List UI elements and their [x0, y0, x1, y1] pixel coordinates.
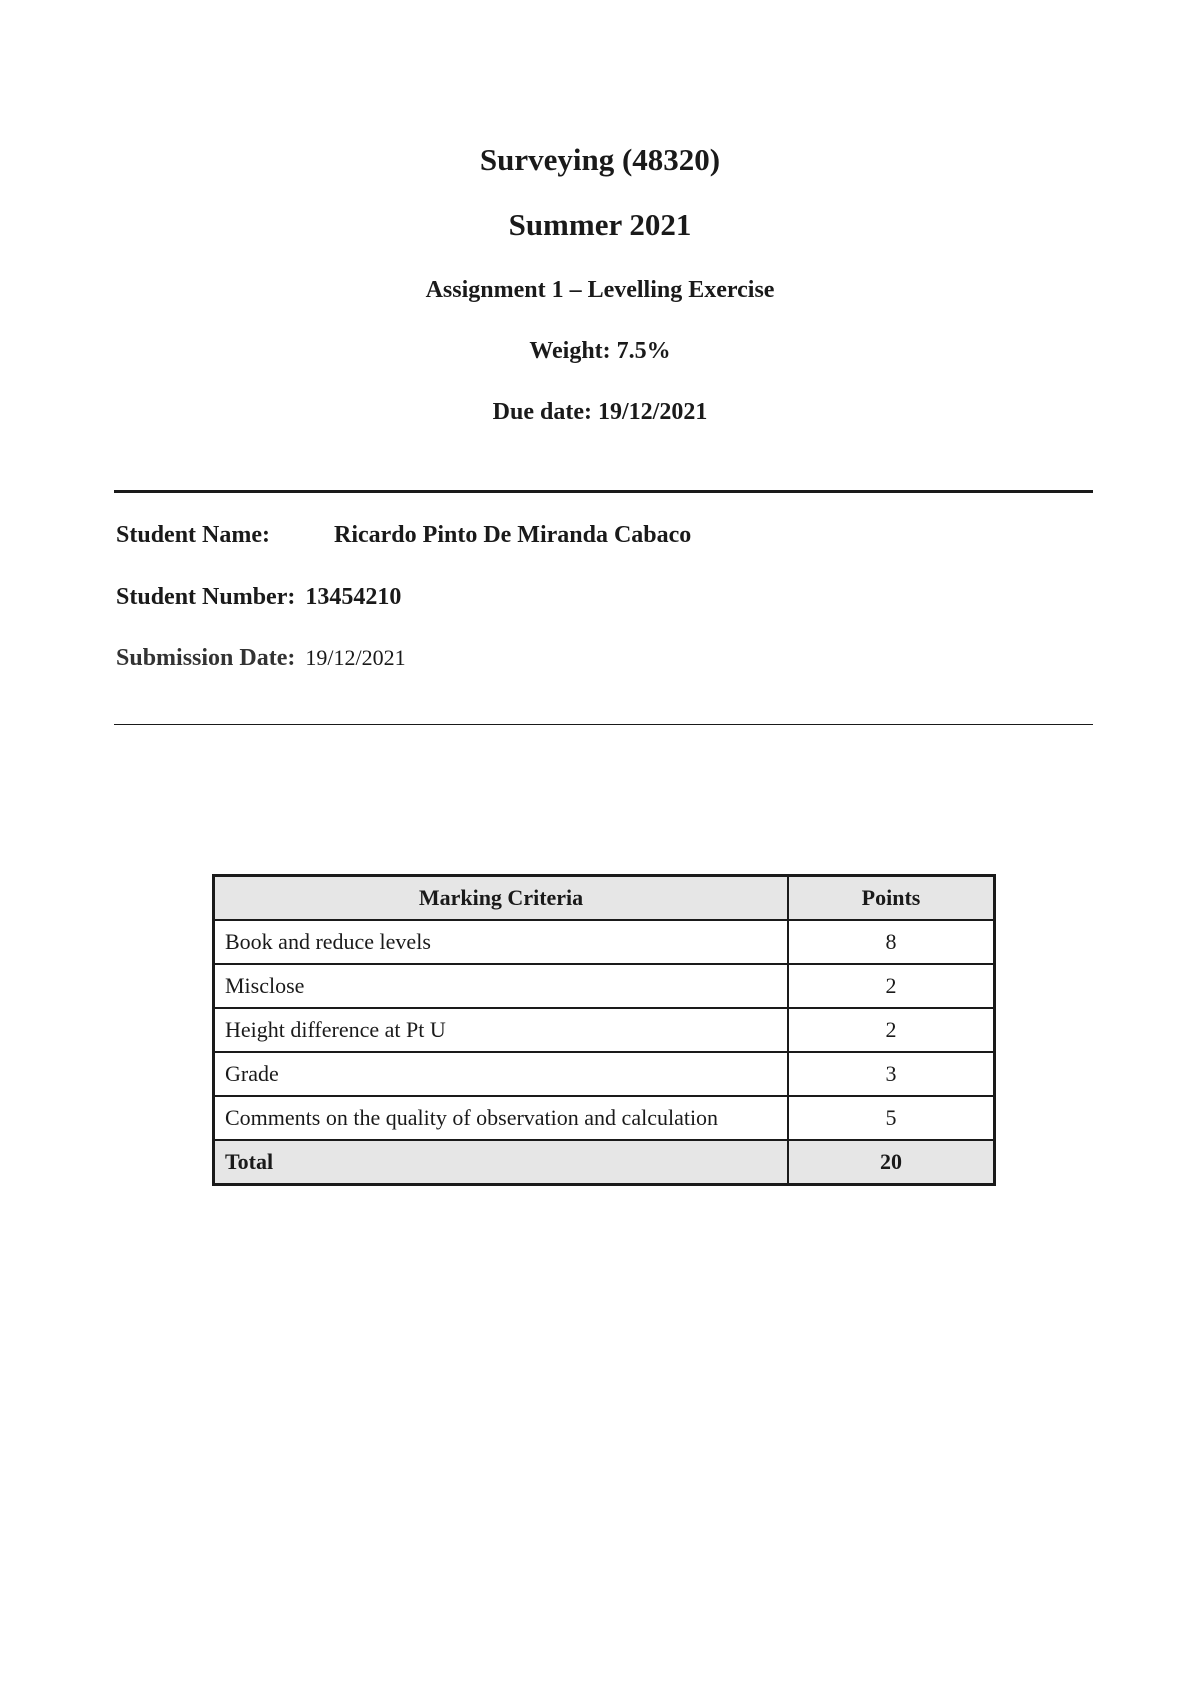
submission-date-row: [116, 645, 406, 672]
assignment-title: Assignment 1 – Levelling Exercise: [425, 277, 775, 303]
criteria-column-header: Marking Criteria: [214, 876, 789, 921]
points-column-header: Points: [788, 876, 995, 921]
student-name-label: Student Name:: [116, 522, 270, 548]
table-row: [214, 1096, 995, 1140]
points-cell: 2: [788, 1008, 995, 1052]
top-divider: [114, 490, 1093, 493]
submission-date-label: Submission Date:: [116, 645, 296, 671]
table-row: [214, 1052, 995, 1096]
table-row: [214, 964, 995, 1008]
assignment-weight: Weight: 7.5%: [529, 338, 671, 364]
term-title: Summer 2021: [508, 207, 692, 242]
points-cell: 8: [788, 920, 995, 964]
total-points-cell: 20: [788, 1140, 995, 1185]
criteria-cell: Height difference at Pt U: [214, 1008, 789, 1052]
marking-criteria-table: [212, 874, 996, 1186]
student-number-label: Student Number:: [116, 584, 296, 610]
criteria-cell: Book and reduce levels: [214, 920, 789, 964]
bottom-divider: [114, 724, 1093, 725]
points-cell: 2: [788, 964, 995, 1008]
points-cell: 5: [788, 1096, 995, 1140]
student-number-value: 13454210: [305, 584, 402, 610]
due-date: Due date: 19/12/2021: [492, 399, 708, 425]
submission-date-value: 19/12/2021: [305, 645, 406, 670]
criteria-cell: Misclose: [214, 964, 789, 1008]
student-number-row: [116, 584, 401, 611]
criteria-cell: Grade: [214, 1052, 789, 1096]
table-header-row: [214, 876, 995, 921]
student-name-row: [116, 522, 691, 549]
criteria-cell: Comments on the quality of observation and calculation: [214, 1096, 789, 1140]
total-label-cell: Total: [214, 1140, 789, 1185]
points-cell: 3: [788, 1052, 995, 1096]
table-row: [214, 1008, 995, 1052]
student-name-value: Ricardo Pinto De Miranda Cabaco: [334, 522, 692, 548]
table-row: [214, 920, 995, 964]
course-title: Surveying (48320): [479, 142, 721, 177]
table-total-row: [214, 1140, 995, 1185]
